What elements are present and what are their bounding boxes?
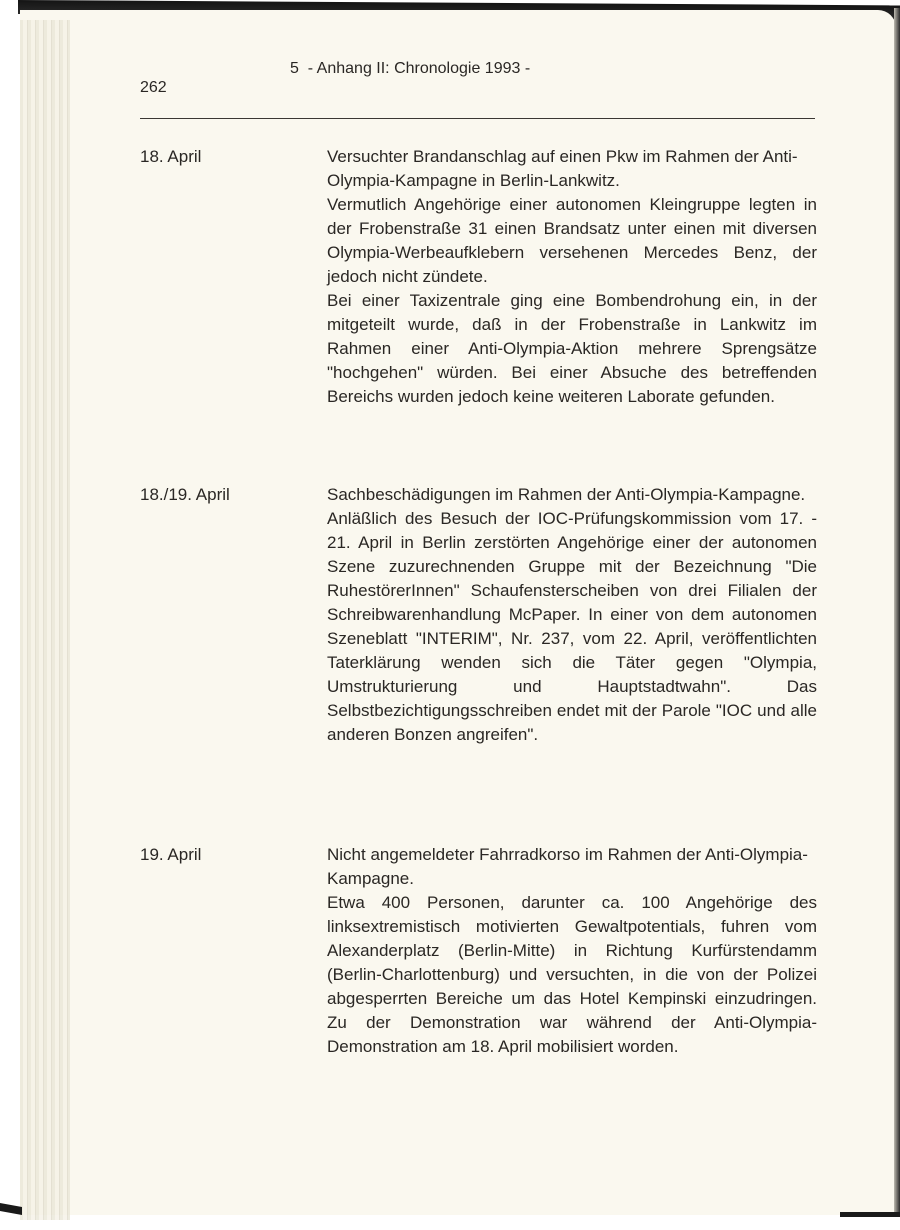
page-header	[0, 0, 900, 120]
running-title: 5 - Anhang II: Chronologie 1993 -	[290, 60, 531, 77]
entry-date: 19. April	[140, 845, 202, 864]
entry-headline: Versuchter Brandanschlag auf einen Pkw im Rahmen der Anti-Olympia-Kampagne in Berlin-Lankwitz.	[327, 147, 798, 190]
entry-paragraph: Vermutlich Angehörige einer autonomen Kleingruppe legten in der Frobenstraße 31 einen Brandsatz unter einen mit diversen Olympia-Werbeaufklebern versehenen Mercedes Benz, der jedoch nicht zündete.	[327, 195, 817, 286]
entry-headline: Nicht angemeldeter Fahrradkorso im Rahmen der Anti-Olympia-Kampagne.	[327, 845, 808, 888]
scan-edge-right	[894, 8, 900, 1213]
entry-date: 18./19. April	[140, 485, 230, 504]
header-rule	[140, 118, 815, 119]
book-spine-gutter	[20, 20, 70, 1220]
entry-paragraph: Etwa 400 Personen, darunter ca. 100 Angehörige des linksextremistisch motivierten Gewaltpotentials, fuhren vom Alexanderplatz (Berlin-Mitte) in Richtung Kurfürstendamm (Berlin-Charlottenburg) und versuchten, in die von der Polizei abgesperrten Bereiche um das Hotel Kempinski einzudringen. Zu der Demonstration war während der Anti-Olympia-Demonstration am 18. April mobilisiert worden.	[327, 893, 817, 1056]
entry-paragraph: Bei einer Taxizentrale ging eine Bombendrohung ein, in der mitgeteilt wurde, daß in der Frobenstraße in Lankwitz im Rahmen einer Anti-Olympia-Aktion mehrere Sprengsätze "hochgehen" würden. Bei einer Absuche des betreffenden Bereichs wurden jedoch keine weiteren Laborate gefunden.	[327, 291, 817, 406]
page-number: 262	[140, 79, 167, 96]
entry-body	[327, 843, 817, 1059]
entry-date: 18. April	[140, 147, 202, 166]
entry-body	[327, 145, 817, 409]
entry-headline: Sachbeschädigungen im Rahmen der Anti-Olympia-Kampagne.	[327, 485, 806, 504]
entry-paragraph: Anläßlich des Besuch der IOC-Prüfungskommission vom 17. - 21. April in Berlin zerstörten Angehörige einer der autonomen Szene zuzurechnenden Gruppe mit der Bezeichnung "Die RuhestörerInnen" Schaufensterscheiben von drei Filialen der Schreibwarenhandlung McPaper. In einer von dem autonomen Szeneblatt "INTERIM", Nr. 237, vom 22. April, veröffentlichten Taterklärung wenden sich die Täter gegen "Olympia, Umstrukturierung und Hauptstadtwahn". Das Selbstbezichtigungsschreiben endet mit der Parole "IOC und alle anderen Bonzen angreifen".	[327, 509, 817, 744]
scan-corner-bottom-left	[0, 1203, 22, 1215]
entry-body	[327, 483, 817, 747]
scan-corner-bottom-right	[840, 1212, 900, 1217]
